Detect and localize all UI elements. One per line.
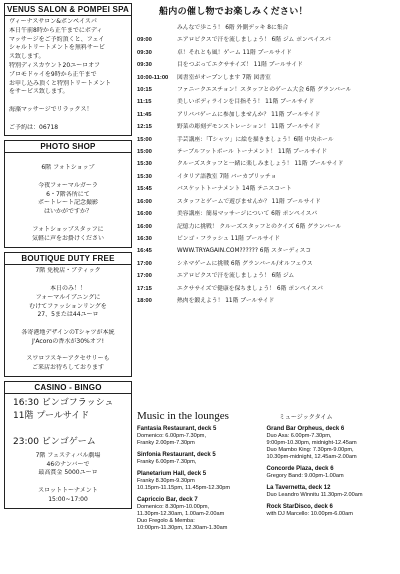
photo-line (5, 217, 131, 226)
music-venue (267, 503, 397, 518)
photo-line (5, 173, 131, 182)
schedule-time: 18:00 (137, 297, 152, 304)
casino-line: 7階 フェスティバル劇場 (35, 451, 101, 459)
schedule-time: 16:00 (137, 223, 152, 230)
venus-reservation: ご予約は：06718 (9, 123, 59, 131)
venue-time: Domenico: 6.00pm-7.30pm, (137, 433, 207, 439)
venue-time: Duo Mambo King: 7.30pm-9.00pm, (266, 447, 354, 453)
schedule-row (137, 270, 396, 282)
venus-line: ヴィーナスサロン&ポンペイスパ (9, 18, 97, 25)
boutique-line: 各寄港地デザインのTシャツが本統 (21, 328, 115, 336)
venus-line: 海藻マッサージでリラックス！ (9, 105, 93, 113)
schedule-event: 美しいボディラインを目指そう！ 11階 プールサイド (177, 99, 315, 106)
venue-time: 11.30pm-12.30am, 1.00am-2.00am (137, 511, 225, 517)
music-subtitle: ミュージックタイム (278, 414, 333, 421)
casino-body (5, 394, 131, 508)
schedule-row (137, 171, 396, 183)
schedule-row (137, 109, 396, 121)
venue-name: Capriccio Bar, deck 7 (137, 497, 198, 503)
venue-time: Duo Fregolo & Memba: (137, 518, 195, 524)
venue-name: Rock StarDisco, deck 6 (266, 504, 333, 510)
schedule-event: みんなで歩こう！ 6階 外側デッキ 8に集合 (177, 25, 289, 31)
venue-name: Planetarium Hall, deck 5 (137, 471, 207, 477)
photo-shop-box (4, 140, 132, 248)
photo-line: はいかがですか？ (43, 208, 92, 216)
schedule-event: ビンゴ・フラッシュ 11階 プールサイド (177, 235, 280, 242)
boutique-line: 7階 免税店・ブティック (35, 267, 101, 275)
schedule-time: 16:00 (137, 198, 152, 205)
music-section (137, 410, 396, 536)
schedule-time: 15:00 (137, 136, 152, 143)
music-venue (267, 425, 397, 461)
schedule-event: クルーズスタッフと一緒に楽しみましょう！ 11階 プールサイド (177, 161, 344, 168)
schedule-time: 15:30 (137, 173, 152, 180)
schedule-time: 15:00 (137, 149, 152, 156)
schedule-time: 10:15 (137, 87, 152, 94)
schedule-event: バスケットトーナメント 14階 テニスコート (177, 186, 292, 193)
casino-line: 最高賞金 5000ユーロ (38, 469, 98, 477)
boutique-line: むけてファッションリングを (29, 302, 107, 310)
schedule-event: 記憶力に挑戦！ クルーズスタッフとのクイズ 6階 グランバール (177, 223, 342, 230)
schedule-time: 15:45 (137, 186, 152, 193)
schedule-row (137, 158, 396, 170)
music-venue (137, 470, 267, 492)
boutique-line (5, 347, 131, 356)
music-left-column (137, 425, 267, 536)
schedule-event: エクササイズで健康を保ちましょう！ 6階 ポンペイスパ (177, 285, 323, 292)
casino-title: CASINO - BINGO (5, 382, 131, 394)
schedule-row (137, 121, 396, 133)
venue-name: Concorde Plaza, deck 6 (266, 466, 334, 472)
venus-line: ス致します。 (9, 53, 45, 61)
music-title: Music in the lounges (137, 410, 229, 422)
casino-spacer (5, 423, 131, 436)
schedule-row (137, 258, 396, 270)
schedule-event: WWW.TRYAGAIN.COM?????? 6階 スターディスコ (177, 248, 312, 255)
schedule-row (137, 183, 396, 195)
onboard-activities (137, 4, 396, 307)
schedule-event: 目をつぶってエクササイズ！ 11階 プールサイド (177, 62, 303, 69)
schedule-row (137, 22, 396, 34)
venus-line: お申し込み頂くと特別トリートメント (9, 79, 111, 87)
schedule-event: 美容講座：簡易マッサージについて 6階 ポンペイスパ (177, 211, 318, 218)
schedule-event: イタリア語教室 7階 バーカプリッチョ (177, 173, 277, 180)
casino-bingo-game: 23:00 ビンゴゲーム (13, 436, 96, 447)
boutique-line: 本日のみ！！ (49, 284, 86, 292)
casino-line (5, 478, 131, 487)
venus-salon-title: VENUS SALON & POMPEI SPA (6, 5, 129, 14)
venue-time: 10.30pm-midnight, 12.45am-2.00am (266, 454, 357, 460)
activities-title: 船内の催し物でお楽しみください！ (159, 7, 308, 17)
schedule-time (137, 22, 177, 34)
photo-line: ポートレート記念撮影 (37, 199, 98, 207)
schedule-event: スタッフとゲームで遊びませんか？ 11階 プールサイド (177, 198, 321, 205)
schedule-time: 10:00-11:00 (137, 74, 169, 81)
casino-bingo-location: 11階 プールサイド (13, 410, 90, 421)
casino-line: 46のナンバーで (46, 460, 90, 468)
schedule-time: 09:30 (137, 62, 152, 69)
schedule-row (137, 146, 396, 158)
schedule-row (137, 208, 396, 220)
venue-time: Duo Leandro Winnitu 11.30pm-2.00am (266, 492, 363, 498)
schedule-event: 卓！それとも風！ゲーム 11階 プールサイド (177, 49, 292, 56)
schedule-time: 09:30 (137, 49, 152, 56)
schedule-row (137, 47, 396, 59)
schedule-row (137, 134, 396, 146)
casino-line: スロットトーナメント (38, 487, 98, 495)
photo-shop-body (5, 153, 131, 247)
schedule-row (137, 196, 396, 208)
photo-line: 6階 フォトショップ (41, 164, 95, 172)
music-columns (137, 425, 396, 536)
schedule-row (137, 72, 396, 84)
venus-line: マッサージをご予約頂くと、フェイ (9, 35, 105, 43)
venue-time: Domenico: 8.30pm-10.00pm, (137, 504, 210, 510)
schedule-time: 17:15 (137, 285, 152, 292)
schedule-row (137, 295, 396, 307)
schedule-time: 15:30 (137, 161, 152, 168)
sidebar (4, 3, 132, 513)
schedule-time: 12:15 (137, 124, 152, 131)
photo-line: 気軽に声をお掛けください (31, 234, 104, 242)
boutique-title: BOUTIQUE DUTY FREE (5, 253, 131, 265)
venue-name: Grand Bar Orpheus, deck 6 (266, 426, 345, 432)
venus-line: シャルトリートメントを無料サービ (9, 44, 105, 52)
venue-name: Sinfonia Restaurant, deck 5 (137, 452, 216, 458)
casino-bingo-flash: 16:30 ビンゴフラッシュ (13, 397, 114, 408)
schedule-event: エアロビクスで汗を流しましょう！ 6階 ジム ポンペイスパ (177, 37, 331, 44)
schedule-row (137, 84, 396, 96)
music-venue (137, 425, 267, 447)
venus-salon-box (4, 3, 132, 136)
casino-box (4, 381, 132, 509)
music-venue (267, 465, 397, 480)
boutique-line (5, 276, 131, 285)
schedule-event: シネマゲームに挑戦 6階 グランバール/オルフェウス (177, 260, 313, 267)
schedule-event: 熱肉を鍛えよう！ 11階 プールサイド (177, 297, 275, 304)
schedule-time: 17:00 (137, 273, 152, 280)
schedule-time: 16:30 (137, 235, 152, 242)
schedule-row (137, 59, 396, 71)
venue-time: 10.15pm-11.15pm, 11.45pm-12.30pm (137, 485, 231, 491)
boutique-line: スワロフスキーアクセサリーも (26, 355, 110, 363)
schedule-event: テーブルフットボール トーナメント！ 11階 プールサイド (177, 149, 328, 156)
schedule-row (137, 221, 396, 233)
boutique-body (5, 265, 131, 376)
venus-line: 本日午前8時から正午までにボディ (9, 26, 103, 34)
casino-line: 15:00~17:00 (48, 495, 88, 503)
music-header (137, 410, 396, 422)
venus-line: 特別ディスカウント20ユーロオフ (9, 61, 100, 69)
venue-time: Franky 8.30pm-9.30pm (137, 478, 195, 484)
schedule-event: 野菜の彫刻デモンストレーション！ 11階 プールサイド (177, 124, 321, 131)
venus-salon-body (5, 16, 131, 135)
photo-line: フォトショップスタッフに (32, 225, 104, 233)
schedule-row (137, 245, 396, 257)
venus-line (5, 115, 131, 124)
photo-shop-title: PHOTO SHOP (5, 141, 131, 153)
music-venue (267, 484, 397, 499)
venue-time: 9:00pm-10.30pm, midnight-12.45am (266, 440, 357, 446)
venus-line: プロモドゥイを9時から正午まで (9, 70, 97, 78)
schedule-time: 17:00 (137, 260, 152, 267)
schedule-event: ファニークエスチョン！スタッフとのゲーム大会 6階 グランバール (177, 87, 352, 94)
music-right-column (267, 425, 397, 536)
boutique-line (5, 320, 131, 329)
boutique-line: J'Acoroの香水が30%オフ! (32, 337, 104, 345)
boutique-box (4, 252, 132, 377)
schedule-event: 手芸講座：「Tシャツ」に絵を描きましょう！6階 中央ホール (177, 136, 334, 143)
schedule-time: 09:00 (137, 37, 152, 44)
schedule-row (137, 283, 396, 295)
photo-line: 6・7階各所にて (46, 190, 90, 198)
venus-line: をサービス致します。 (9, 88, 69, 96)
venue-name: La Tavernetta, deck 12 (266, 485, 331, 491)
schedule-event: エアロビクスで汗を流しましょう！ 6階 ジム (177, 273, 295, 280)
schedule-list (137, 22, 396, 307)
schedule-event: 図書室がオープンします 7階 図書室 (177, 74, 271, 81)
venue-time: Duo Axa: 6.00pm-7.30pm, (266, 433, 332, 439)
venue-time: 10:00pm-11.30pm, 12.30am-1.30am (137, 525, 228, 531)
schedule-time: 11:15 (137, 99, 152, 106)
music-venue (137, 496, 267, 532)
boutique-line: ご来店お待ちしております (31, 364, 104, 372)
venue-time: Franky 6.00pm-7.30pm, (137, 459, 197, 465)
venue-time: with DJ Marcello: 10.00pm-6.00am (266, 511, 353, 517)
schedule-time: 16:45 (137, 248, 152, 255)
schedule-time: 11:45 (137, 111, 152, 118)
boutique-line: フォーマルイブニングに (35, 293, 101, 301)
schedule-event: アリババゲームに参加しませんか？ 11階 プールサイド (177, 111, 321, 118)
photo-line: 今夜フォーマルガーラ (38, 181, 98, 189)
boutique-line: 27、5または44ユーロ (37, 311, 99, 319)
music-venue (137, 451, 267, 466)
schedule-row (137, 34, 396, 46)
venue-time: Franky 2.00pm-7.30pm (137, 440, 195, 446)
venus-line (5, 97, 131, 106)
schedule-row (137, 233, 396, 245)
schedule-time: 16:00 (137, 211, 152, 218)
schedule-row (137, 96, 396, 108)
venue-name: Fantasia Restaurant, deck 5 (137, 426, 217, 432)
photo-line (5, 155, 131, 164)
venue-time: Gregory Band: 9.00pm-1.00am (266, 473, 344, 479)
